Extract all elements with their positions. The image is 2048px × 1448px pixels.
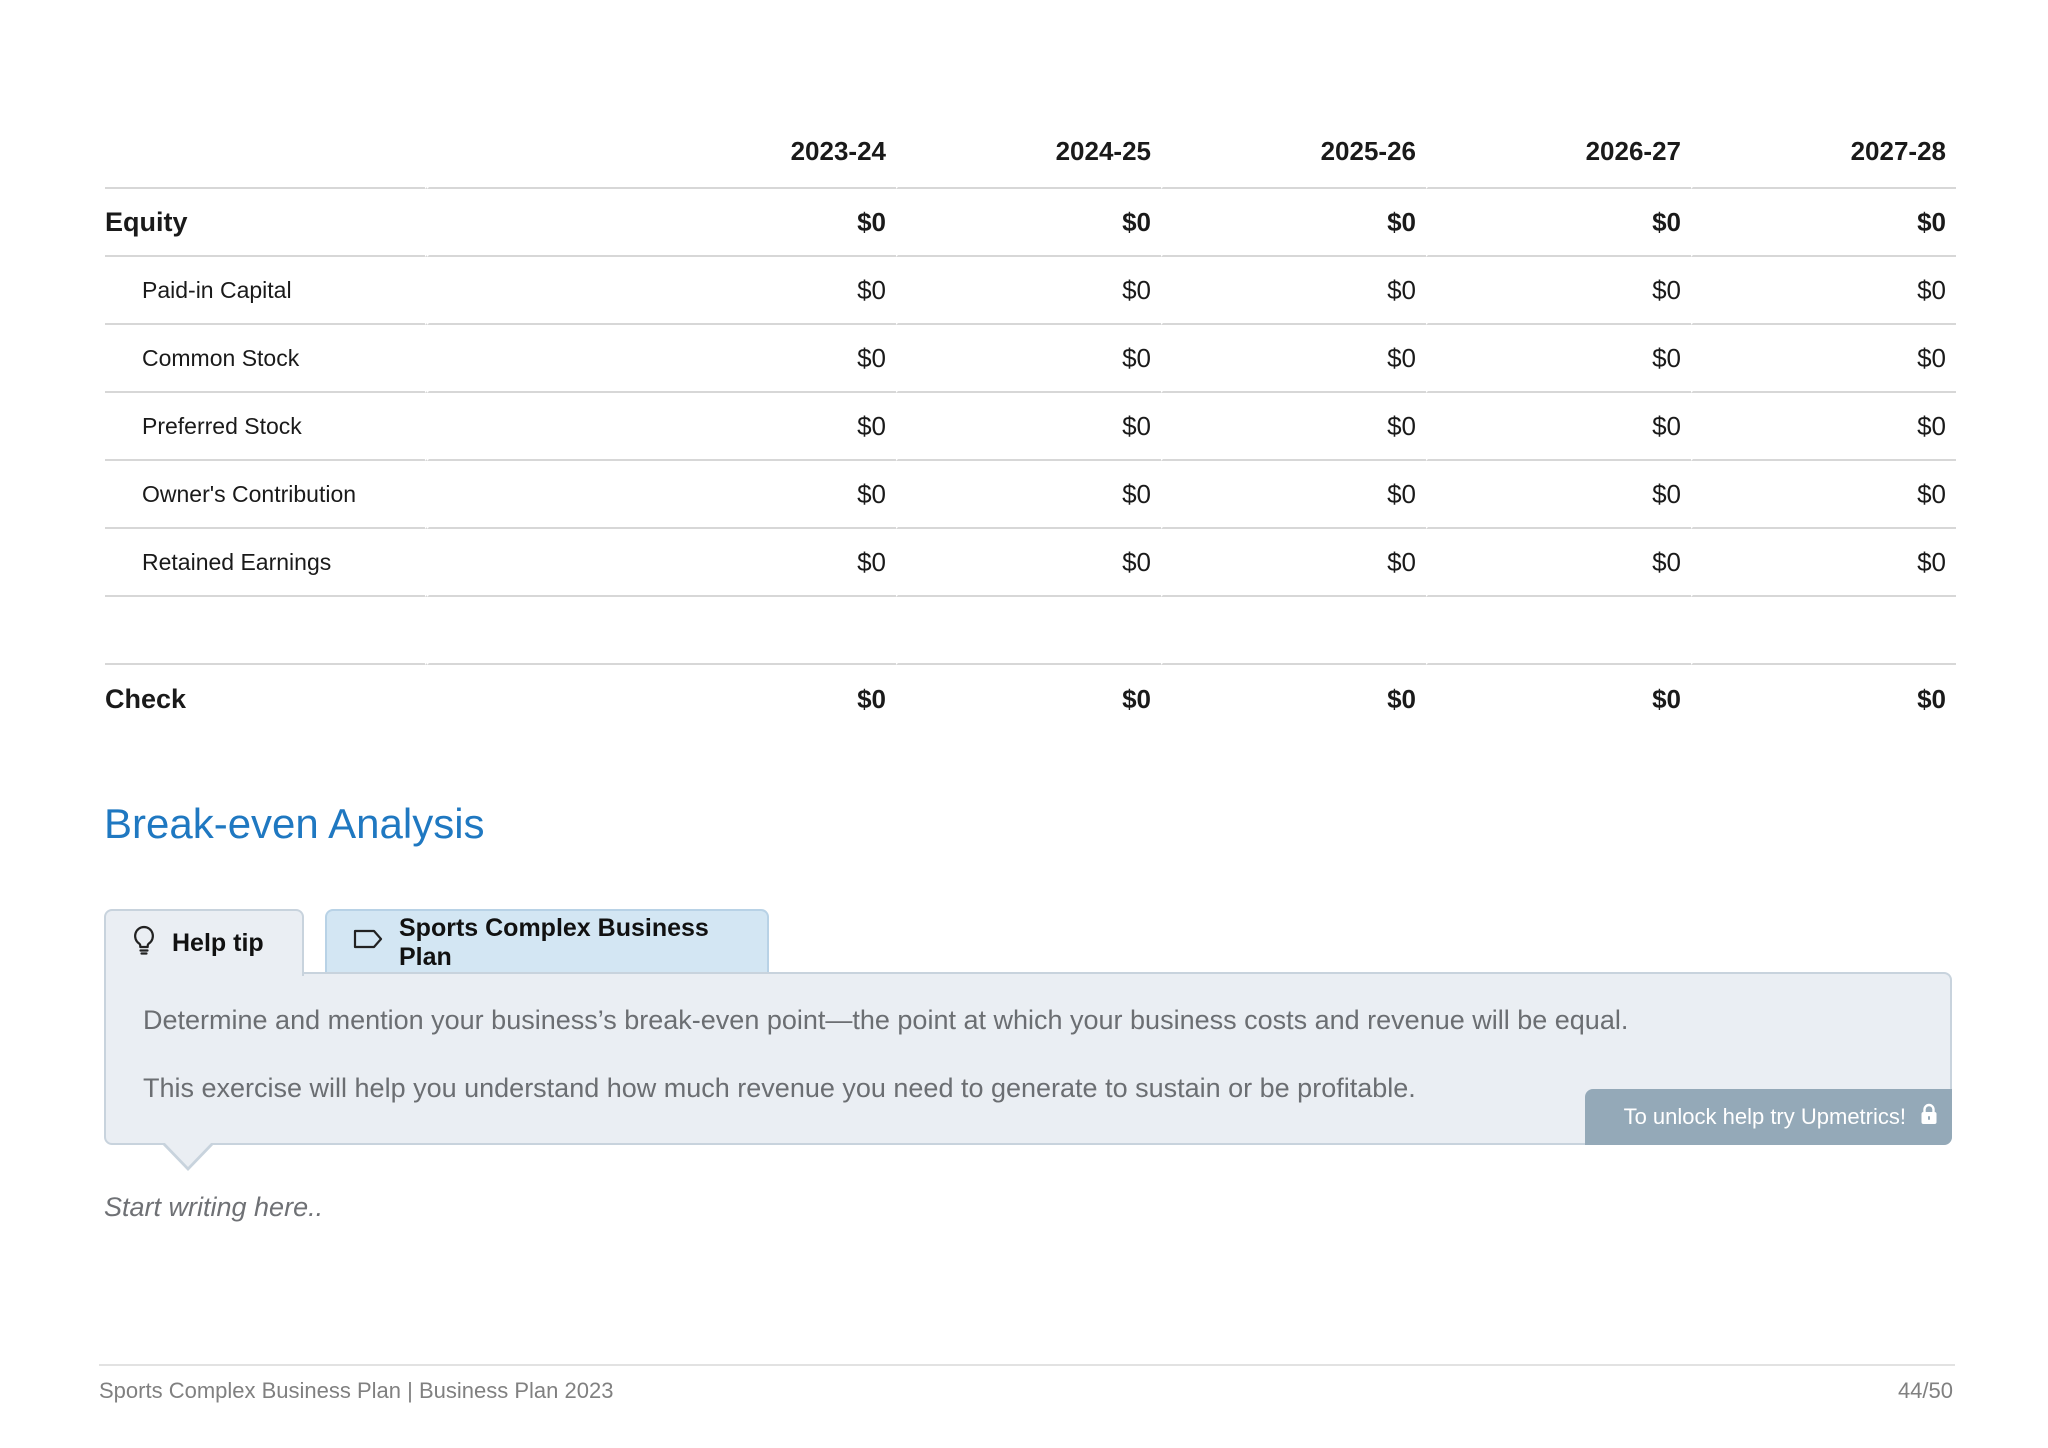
row-label: Owner's Contribution — [105, 461, 425, 529]
cell-value: $0 — [1691, 393, 1956, 461]
year-header: 2027-28 — [1691, 112, 1956, 189]
header-blank-cell — [105, 112, 425, 189]
section-title: Break-even Analysis — [104, 800, 485, 847]
tip-pointer — [161, 1143, 215, 1171]
cell-value: $0 — [896, 189, 1161, 257]
row-label: Retained Earnings — [105, 529, 425, 597]
cell-value: $0 — [1691, 529, 1956, 597]
help-tip-panel — [104, 972, 1952, 1145]
cell-value: $0 — [896, 393, 1161, 461]
tip-paragraph: Determine and mention your business’s break-even point—the point at which your business costs and revenue will be equal. — [143, 1005, 1629, 1035]
tab-business-plan[interactable] — [325, 909, 769, 974]
tag-icon — [353, 928, 383, 957]
cell-value: $0 — [1426, 325, 1691, 393]
tab-label: Sports Complex Business Plan — [399, 913, 709, 971]
footer-document-title: Sports Complex Business Plan | Business Plan 2023 — [99, 1378, 614, 1403]
cell-value: $0 — [1426, 189, 1691, 257]
cell-value: $0 — [427, 665, 896, 734]
table-row-owners-contribution — [105, 461, 2048, 529]
cell-value: $0 — [1691, 665, 1956, 734]
cell-value: $0 — [896, 665, 1161, 734]
cell-value: $0 — [1161, 393, 1426, 461]
cell-value: $0 — [1426, 393, 1691, 461]
cell-value: $0 — [896, 529, 1161, 597]
cell-value: $0 — [427, 257, 896, 325]
cell-value: $0 — [1426, 529, 1691, 597]
equity-table — [105, 112, 2048, 734]
year-header: 2023-24 — [427, 112, 896, 189]
table-row-equity — [105, 189, 2048, 257]
row-label: Common Stock — [105, 325, 425, 393]
cell-value: $0 — [1161, 257, 1426, 325]
table-row-common-stock — [105, 325, 2048, 393]
cell-value: $0 — [427, 529, 896, 597]
cell-value: $0 — [1161, 665, 1426, 734]
table-row-paid-in-capital — [105, 257, 2048, 325]
table-header-row — [105, 112, 2048, 189]
cell-value: $0 — [1161, 529, 1426, 597]
year-header: 2024-25 — [896, 112, 1161, 189]
tip-paragraph: This exercise will help you understand how much revenue you need to generate to sustain or be profitable. — [143, 1073, 1416, 1103]
row-label: Equity — [105, 189, 425, 257]
cell-value: $0 — [427, 189, 896, 257]
cell-value: $0 — [427, 393, 896, 461]
footer-page-number: 44/50 — [1897, 1378, 1953, 1403]
tab-label: Help tip — [172, 929, 264, 957]
lightbulb-icon — [132, 925, 156, 962]
cell-value: $0 — [1426, 665, 1691, 734]
row-label: Check — [105, 684, 187, 714]
tab-help-tip[interactable] — [104, 909, 304, 976]
year-header: 2026-27 — [1426, 112, 1691, 189]
cell-value: $0 — [1691, 461, 1956, 529]
cell-value: $0 — [1426, 461, 1691, 529]
row-label: Paid-in Capital — [105, 257, 425, 325]
cell-value: $0 — [896, 461, 1161, 529]
cell-value: $0 — [1161, 189, 1426, 257]
table-row-check — [105, 665, 2048, 734]
table-row-retained-earnings — [105, 529, 2048, 597]
unlock-label: To unlock help try Upmetrics! — [1623, 1104, 1906, 1129]
editor-placeholder[interactable]: Start writing here.. — [104, 1192, 324, 1222]
unlock-help-button[interactable] — [1585, 1089, 1952, 1145]
table-row-preferred-stock — [105, 393, 2048, 461]
cell-value: $0 — [1691, 189, 1956, 257]
lock-icon — [1920, 1103, 1938, 1131]
cell-value: $0 — [427, 461, 896, 529]
cell-value: $0 — [1161, 461, 1426, 529]
cell-value: $0 — [1691, 257, 1956, 325]
cell-value: $0 — [1691, 325, 1956, 393]
cell-value: $0 — [1161, 325, 1426, 393]
cell-value: $0 — [896, 257, 1161, 325]
cell-value: $0 — [896, 325, 1161, 393]
year-header: 2025-26 — [1161, 112, 1426, 189]
table-spacer-row — [105, 597, 2048, 665]
cell-value: $0 — [427, 325, 896, 393]
cell-value: $0 — [1426, 257, 1691, 325]
row-label: Preferred Stock — [105, 393, 425, 461]
footer-divider — [99, 1364, 1955, 1366]
